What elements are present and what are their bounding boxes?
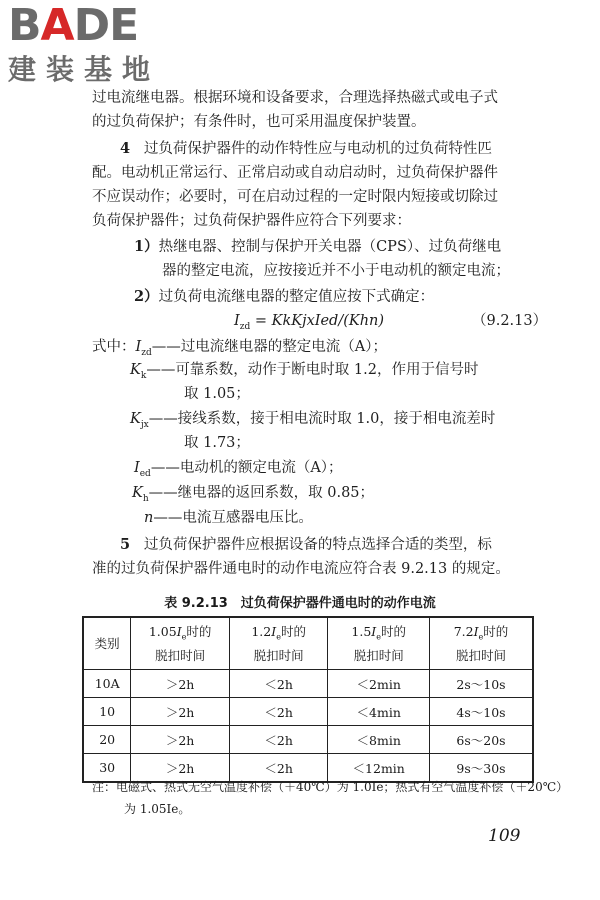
table-note: 注：电磁式、热式无空气温度补偿（＋40℃）为 1.0Ie；热式有空气温度补偿（＋20℃） [92, 780, 569, 794]
paragraph-line: 的过负荷保护；有条件时，也可采用温度保护装置。 [92, 114, 426, 130]
header-category: 类别 [83, 617, 131, 670]
trip-time-table [82, 616, 534, 783]
paragraph-line: 不应误动作；必要时，可在启动过程的一定时限内短接或切除过 [92, 189, 498, 205]
table-cell: ＞2h [131, 698, 230, 726]
table-cell: 10 [83, 698, 131, 726]
paragraph-line: 器的整定电流，应按接近并不小于电动机的额定电流； [162, 263, 510, 279]
formula-number: （9.2.13） [472, 313, 548, 329]
table-cell: 30 [83, 754, 131, 783]
page-number: 109 [488, 826, 521, 846]
table-cell: 6s～20s [429, 726, 533, 754]
table-row [83, 670, 533, 698]
table-cell: ＜2h [229, 698, 328, 726]
brand-logo [8, 2, 178, 86]
sub-item-2: 2）过负荷电流继电器的整定值应按下式确定： [134, 288, 435, 305]
table-cell: 2s～10s [429, 670, 533, 698]
table-cell: ＞2h [131, 670, 230, 698]
table-cell: 10A [83, 670, 131, 698]
table-cell: ＜2h [229, 670, 328, 698]
paragraph-line: 准的过负荷保护器件通电时的动作电流应符合表 9.2.13 的规定。 [92, 561, 510, 577]
paragraph-line: 过电流继电器。根据环境和设备要求，合理选择热磁式或电子式 [92, 90, 498, 106]
item-4-first-line: 4 过负荷保护器件的动作特性应与电动机的过负荷特性匹 [120, 140, 492, 157]
paragraph-line: 负荷保护器件；过负荷保护器件应符合下列要求： [92, 213, 411, 229]
item-5-first-line: 5 过负荷保护器件应根据设备的特点选择合适的类型，标 [120, 536, 492, 553]
paragraph-line: 取 1.05； [184, 386, 250, 402]
paragraph-line: 配。电动机正常运行、正常启动或自动启动时，过负荷保护器件 [92, 165, 498, 181]
where-ied: $I_{ed}——$电动机的额定电流（A）； [134, 460, 343, 479]
header-col: $1.05I_e$时的 脱扣时间 [131, 617, 230, 670]
table-cell: 9s～30s [429, 754, 533, 783]
header-col: $7.2I_e$时的 脱扣时间 [429, 617, 533, 670]
table-cell: ＜12min [328, 754, 430, 783]
table-cell: ＜4min [328, 698, 430, 726]
formula: $I_{zd}$ = KkKjxIed/(Khn) [234, 313, 385, 332]
paragraph-line: 取 1.73； [184, 435, 250, 451]
table-cell: ＜8min [328, 726, 430, 754]
logo-wordmark: BADE [8, 0, 139, 51]
table-cell: ＜2min [328, 670, 430, 698]
table-cell: ＞2h [131, 726, 230, 754]
table-cell: ＜2h [229, 726, 328, 754]
table-caption: 表 9.2.13 过负荷保护器件通电时的动作电流 [164, 596, 436, 611]
table-cell: ＞2h [131, 754, 230, 783]
where-kh: $K_h——$继电器的返回系数，取 0.85； [132, 485, 375, 504]
table-cell: 20 [83, 726, 131, 754]
logo-chinese: 建装基地 [8, 53, 161, 86]
where-n: n——电流互感器电压比。 [144, 510, 313, 526]
table-cell: 4s～10s [429, 698, 533, 726]
header-col: $1.2I_e$时的 脱扣时间 [229, 617, 328, 670]
sub-item-1: 1）热继电器、控制与保护开关电器（CPS）、过负荷继电 [134, 238, 502, 255]
where-kk: $K_k——$可靠系数，动作于断电时取 1.2，作用于信号时 [130, 362, 479, 381]
table-note: 为 1.05Ie。 [124, 802, 191, 816]
where-kjx: $K_{jx}——$接线系数，接于相电流时取 1.0，接于相电流差时 [130, 411, 496, 430]
header-col: $1.5I_e$时的 脱扣时间 [328, 617, 430, 670]
where-izd: 式中：$I_{zd}——$过电流继电器的整定电流（A）； [92, 339, 387, 358]
table-cell: ＜2h [229, 754, 328, 783]
table-row [83, 726, 533, 754]
table-header-row [83, 617, 533, 670]
table-row [83, 698, 533, 726]
